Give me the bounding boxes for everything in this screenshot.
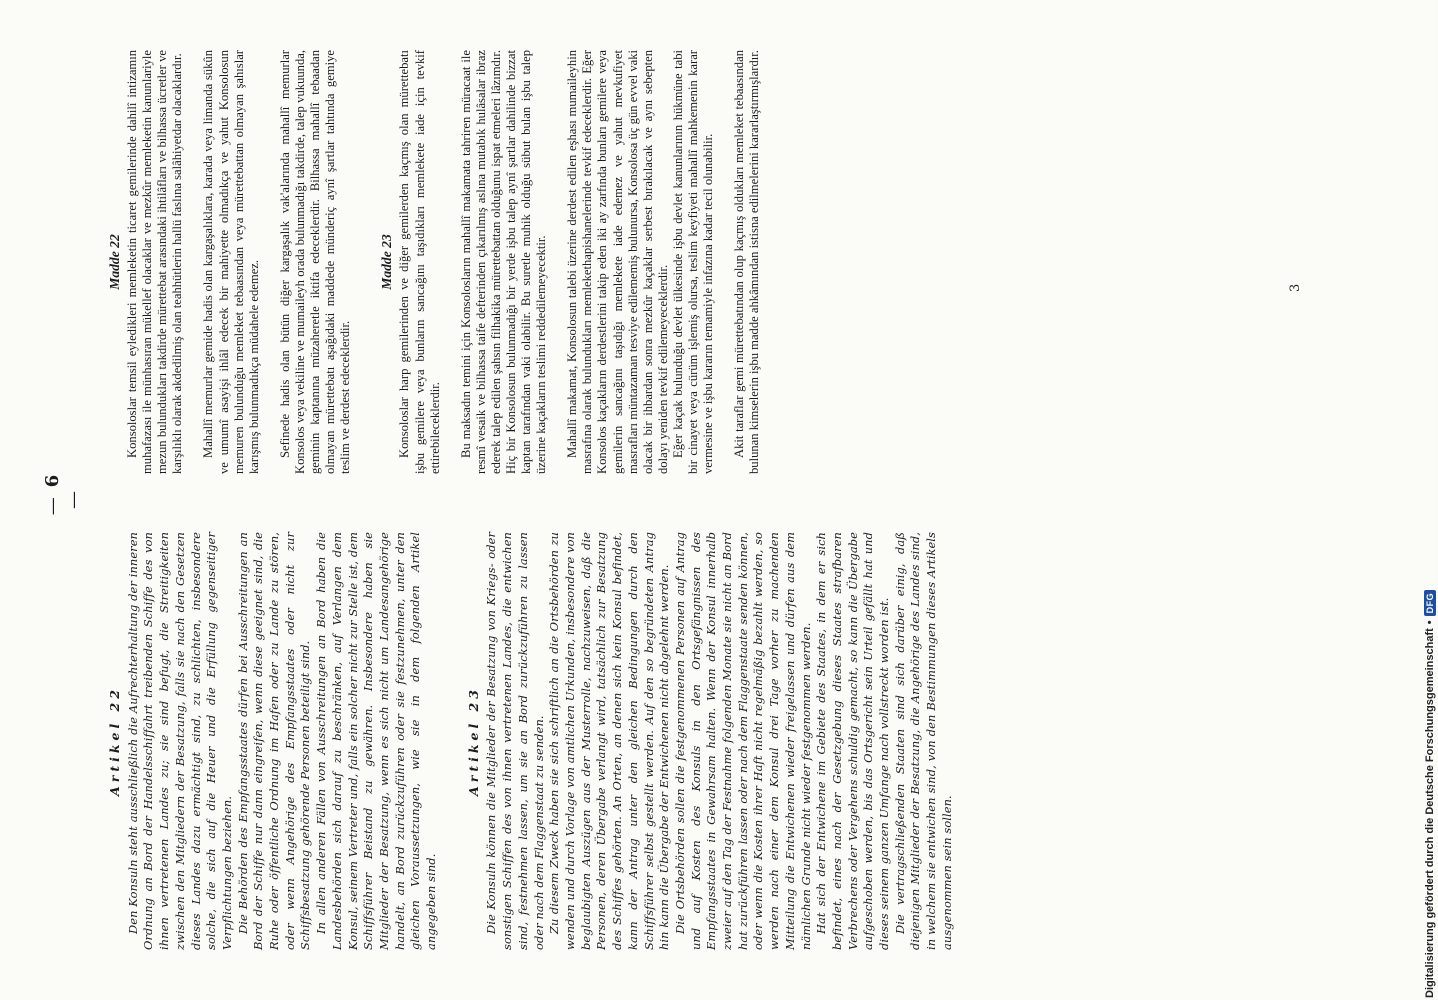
page-number-value: 6: [42, 474, 63, 488]
article-23-paragraph-1: Die Konsuln können die Mitglieder der Besatzung von Kriegs- oder sonstigen Schiffen des von ihnen vertretenen Landes, die entwichen sind, festnehmen lassen, um sie an Bord zurückzuführen zu lassen oder nach dem Flaggenstaat zu senden.: [484, 532, 546, 950]
madde-22-paragraph-1: Konsoloslar temsil eyledikleri memleketin ticaret gemilerinde dahilî intizamın muhafazası ile münhasıran mükellef olacaklar ve mezkûr memleketin kanunlariyle mezun bulundukları takdirde mürettebat arasındaki ihtilâfları ve bilhassa ücretler ve karşılıklı olarak akdedilmiş olan teahhütlerin hallü faslına salâhiyetdar olacaklardır.: [125, 50, 185, 474]
article-22-paragraph-1: Den Konsuln steht ausschließlich die Aufrechterhaltung der inneren Ordnung an Bord der Handelsschiffahrt treibenden Schiffe des von ihnen vertretenen Landes zu; sie sind befugt, die Streitigkeiten zwischen den Mitgliedern der Besatzung, falls sie nach den Gesetzen dieses Landes dazu ermächtigt sind, zu schlichten, insbesondere solche, die sich auf die Heuer und die Erfüllung gegenseitiger Verpflichtungen beziehen.: [125, 532, 234, 950]
madde-23-paragraph-4: Eğer kaçak bulunduğu devlet ülkesinde işbu devlet kanunlarının hükmüne tabi bir cinayet veya cürüm işlemiş olursa, teslim keyfiyeti mahallî mahkemenin karar vermesine ve işbu kararın temamiyle infazına kadar tecil olunabilir.: [670, 50, 716, 474]
dfg-logo-icon: DFG: [1424, 590, 1436, 617]
digitization-notice-text: Digitalisierung gefördert durch die Deutsche Forschungsgemeinschaft: [1424, 628, 1436, 998]
madde-22-heading: Madde 22: [107, 234, 122, 290]
digitization-notice-row: [1422, 18, 1438, 998]
madde-23-paragraph-5: Akit taraflar gemi mürettebatından olup kaçmış oldukları memleket tebaasından bulunan kimselerin işbu madde ahkâmından istisna edilmelerini kararlaştırmışlardır.: [732, 50, 762, 474]
article-22-heading: Artikel 22: [107, 686, 122, 796]
article-23-paragraph-2: Zu diesem Zweck haben sie sich schriftlich an die Ortsbehörden zu wenden und durch Vorlage von amtlichen Urkunden, insbesondere von beglaubigten Auszügen aus der Musterrolle, nachzuweisen, daß die Personen, deren Übergabe verlangt wird, tatsächlich zur Besatzung des Schiffes gehörten. An Orten, an denen sich kein Konsul befindet, kann der Antrag unter den gleichen Bedingungen durch den Schiffsführer selbst gestellt werden. Auf den so begründeten Antrag hin kann die Übergabe der Entwichenen nicht abgelehnt werden.: [547, 532, 672, 950]
madde-22-paragraph-3: Sefinede hadis olan bütün diğer kargaşalık vak'alarında mahallî memurlar Konsolos veya vekiline ve mumaileyh orada bulunmadığı takdirde, talep vukuunda, geminin kaptanına müzaheretle iktifa edeceklerdir. Bilhassa mahallî tebaadan olmayan mürettebatı aşağıdaki maddede münderiç aynî şartlar tahtında gemiye teslim ve derdest edeceklerdir.: [277, 50, 353, 474]
madde-23-heading: Madde 23: [379, 234, 395, 290]
article-22-paragraph-3: In allen anderen Fällen von Ausschreitungen an Bord haben die Landesbehörden sich darauf zu beschränken, auf Verlangen dem Konsul, seinem Vertreter und, falls ein solcher nicht zur Stelle ist, dem Schiffsführer Beistand zu gewähren. Insbesondere haben sie Mitglieder der Besatzung, wenn es sich nicht um Landesangehörige handelt, an Bord zurückzuführen oder sie festzunehmen, unter den gleichen Voraussetzungen, wie sie in dem folgenden Artikel angegeben sind.: [314, 532, 439, 950]
article-23-paragraph-5: Die vertragschließenden Staaten sind sich darüber einig, daß diejenigen Mitglieder der Besatzung, die Angehörige des Landes sind, in welchem sie entwichen sind, von den Bestimmungen dieses Artikels ausgenommen sein sollen.: [892, 532, 954, 950]
madde-22-paragraph-2: Mahallî memurlar gemide hadis olan kargaşalıklara, karada veya limanda sükûn ve umumî asayişi ihlâl edecek bir mahiyette olmadıkça ve yahut Konsolosun memuren bulunduğu memleket tebaasından veya mürettebattan olmayan şahıslar karışmış bulunmadıkça müdahele edemez.: [201, 50, 261, 474]
turkish-text-column: [107, 50, 1287, 474]
madde-23-paragraph-1: Konsoloslar harp gemilerinden ve diğer gemilerden kaçmış olan mürettebatı işbu gemilere veya bunların sancağını taşıdıkları memlekete iade için tevkif ettirebileceklerdir.: [397, 50, 442, 474]
article-23-paragraph-3: Die Ortsbehörden sollen die festgenommenen Personen auf Antrag und auf Kosten des Konsuls in den Ortsgefängnissen des Empfangsstaates in Gewahrsam halten. Wenn der Konsul innerhalb zweier auf den Tag der Festnahme folgenden Monate sie nicht an Bord hat zurückführen lassen oder nach dem Flaggenstaate senden können, oder wenn die Kosten ihrer Haft nicht regelmäßig bezahlt werden, so werden nach einer dem Konsul drei Tage vorher zu machenden Mitteilung die Entwichenen wieder freigelassen und dürfen aus dem nämlichen Grunde nicht wieder festgenommen werden.: [672, 532, 813, 950]
digitization-sidebar: [1412, 8, 1436, 998]
article-22-paragraph-2: Die Behörden des Empfangsstaates dürfen bei Ausschreitungen an Bord der Schiffe nur dann eingreifen, wenn diese geeignet sind, die Ruhe oder öffentliche Ordnung im Hafen oder zu Lande zu stören, oder wenn Angehörige des Empfangsstaates oder nicht zur Schiffsbesatzung gehörende Personen beteiligt sind.: [235, 532, 313, 950]
madde-23-paragraph-3: Mahallî makamat, Konsolosun talebi üzerine derdest edilen eşhası mumaileyhin masrafına olarak bulundukları memlekethapishanelerinde tevkif edeceklerdir. Eğer Konsolos kaçakların derdestlerini takip eden iki ay zarfında bunları gemilere veya gemilerin sancağını taşıdığı memlekete iade edemez ve yahut mevkufiyet masrafları müntazaman tesviye edilememiş bulunursa, Konsolosa üç gün evvel vaki olacak bir ihbardan sonra mezkûr kaçaklar serbest bırakılacak ve aynı sebepten dolayı yeniden tevkif edilemeyeceklerdir.: [565, 50, 670, 474]
footer-page-number: 3: [1288, 283, 1303, 292]
german-text-column: [107, 532, 1287, 950]
article-23-heading: Artikel 23: [465, 686, 481, 796]
page-number: —6—: [42, 474, 84, 516]
article-23-paragraph-4: Hat sich der Entwichene im Gebiete des Staates, in dem er sich befindet, eines nach der Gesetzgebung dieses Staates strafbaren Verbrechens oder Vergehens schuldig gemacht, so kann die Übergabe aufgeschoben werden, bis das Ortsgericht sein Urteil gefällt hat und dieses seinem ganzen Umfange nach vollstreckt worden ist.: [814, 532, 892, 950]
madde-23-paragraph-2: Bu maksadın temini için Konsolosların mahallî makamata tahriren müracaat ile resmî vesaik ve bilhassa taife defterinden çıkarılmış aslına mutabık hulâsalar ibraz ederek talep edilen şahsın filhakika mürettebattan olduğunu ispat etmeleri lâzımdır. Hiç bir Konsolosun bulunmadığı bir yerde işbu talep aynî şartlar dahilinde bizzat kaptan tarafından vaki olabilir. Bu suretle muhik olduğu sübut bulan işbu talep üzerine kaçakların teslimi reddedilemeyecektir.: [458, 50, 549, 474]
separator-dot: •: [1424, 620, 1436, 625]
